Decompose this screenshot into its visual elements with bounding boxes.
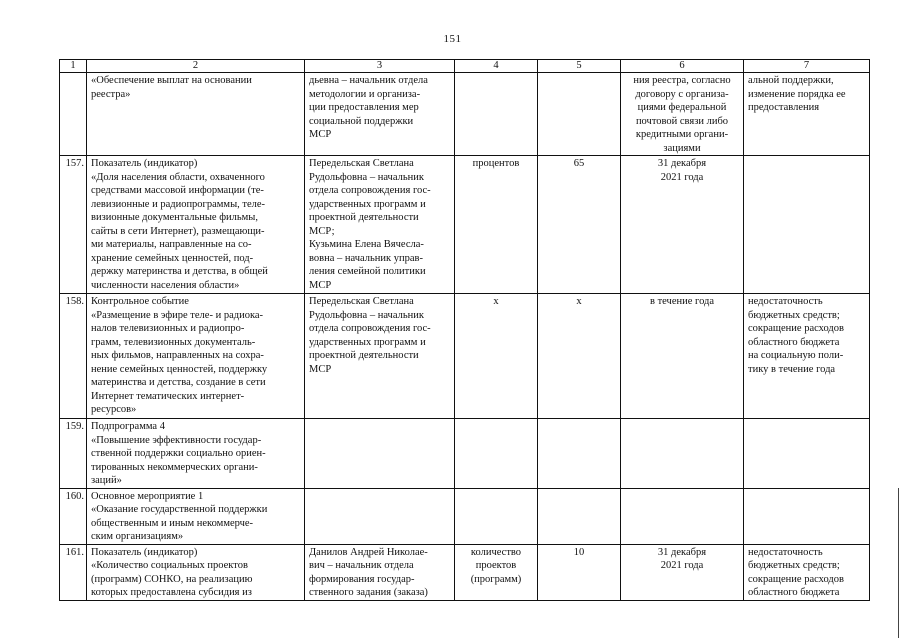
unit-cell: количество проектов (программ) (455, 544, 538, 600)
column-header: 7 (744, 60, 870, 73)
value-cell (538, 73, 621, 156)
unit-cell: х (455, 294, 538, 419)
risk-cell: недостаточность бюджетных средств; сокращение расходов областного бюджета (744, 544, 870, 600)
unit-cell (455, 419, 538, 489)
value-cell: х (538, 294, 621, 419)
item-description: Показатель (индикатор) «Количество социальных проектов (программ) СОНКО, на реализацию которых предоставлена субсидия из (87, 544, 305, 600)
value-cell (538, 488, 621, 544)
table-row (60, 73, 870, 156)
row-number: 159. (60, 419, 87, 489)
unit-cell: процентов (455, 156, 538, 294)
item-description: «Обеспечение выплат на основании реестра» (87, 73, 305, 156)
scan-edge-line (898, 488, 899, 638)
responsible-person (305, 419, 455, 489)
item-description: Показатель (индикатор) «Доля населения области, охваченного средствами массовой информации (те- левизионные и радиопрограммы, теле- визионные документальные фильмы, сайты в сети Интернет), размещающи- ми материалы, направленные на со- хранение семейных ценностей, под- держку материнства и детства, в общей численности населения области» (87, 156, 305, 294)
risk-cell: альной поддержки, изменение порядка ее предоставления (744, 73, 870, 156)
value-cell: 10 (538, 544, 621, 600)
risk-cell (744, 488, 870, 544)
responsible-person: дьевна – начальник отдела методологии и организа- ции предоставления мер социальной поддержки МСР (305, 73, 455, 156)
table-row (60, 488, 870, 544)
program-table (59, 59, 870, 601)
table-row (60, 156, 870, 294)
item-description: Контрольное событие «Размещение в эфире теле- и радиока- налов телевизионных и радиопро- грамм, телевизионных документаль- ных фильмов, направленных на сохра- нение семейных ценностей, поддержку материнства и детства, создание в сети Интернет тематических интернет- ресурсов» (87, 294, 305, 419)
table-row (60, 544, 870, 600)
risk-cell (744, 156, 870, 294)
unit-cell (455, 73, 538, 156)
column-number-row (60, 60, 870, 73)
column-header: 2 (87, 60, 305, 73)
risk-cell (744, 419, 870, 489)
column-header: 1 (60, 60, 87, 73)
column-header: 5 (538, 60, 621, 73)
deadline-cell: 31 декабря 2021 года (621, 156, 744, 294)
responsible-person: Данилов Андрей Николае- вич – начальник отдела формирования государ- ственного задания (заказа) (305, 544, 455, 600)
item-description: Основное мероприятие 1 «Оказание государственной поддержки общественным и иным некоммерче- ским организациям» (87, 488, 305, 544)
unit-cell (455, 488, 538, 544)
table-row (60, 294, 870, 419)
deadline-cell (621, 419, 744, 489)
responsible-person: Передельская Светлана Рудольфовна – начальник отдела сопровождения гос- ударственных программ и проектной деятельности МСР; Кузьмина Елена Вячесла- вовна – начальник управ- ления семейной политики МСР (305, 156, 455, 294)
deadline-cell: ния реестра, согласно договору с организа- циями федеральной почтовой связи либо кредитными органи- зациями (621, 73, 744, 156)
row-number: 161. (60, 544, 87, 600)
table-row (60, 419, 870, 489)
column-header: 6 (621, 60, 744, 73)
column-header: 3 (305, 60, 455, 73)
risk-cell: недостаточность бюджетных средств; сокращение расходов областного бюджета на социальную поли- тику в течение года (744, 294, 870, 419)
row-number (60, 73, 87, 156)
deadline-cell: 31 декабря 2021 года (621, 544, 744, 600)
column-header: 4 (455, 60, 538, 73)
row-number: 158. (60, 294, 87, 419)
responsible-person: Передельская Светлана Рудольфовна – начальник отдела сопровождения гос- ударственных программ и проектной деятельности МСР (305, 294, 455, 419)
item-description: Подпрограмма 4 «Повышение эффективности государ- ственной поддержки социально ориен- тированных некоммерческих органи- заций» (87, 419, 305, 489)
row-number: 160. (60, 488, 87, 544)
deadline-cell (621, 488, 744, 544)
value-cell: 65 (538, 156, 621, 294)
responsible-person (305, 488, 455, 544)
value-cell (538, 419, 621, 489)
page-number: 151 (443, 33, 462, 45)
deadline-cell: в течение года (621, 294, 744, 419)
row-number: 157. (60, 156, 87, 294)
